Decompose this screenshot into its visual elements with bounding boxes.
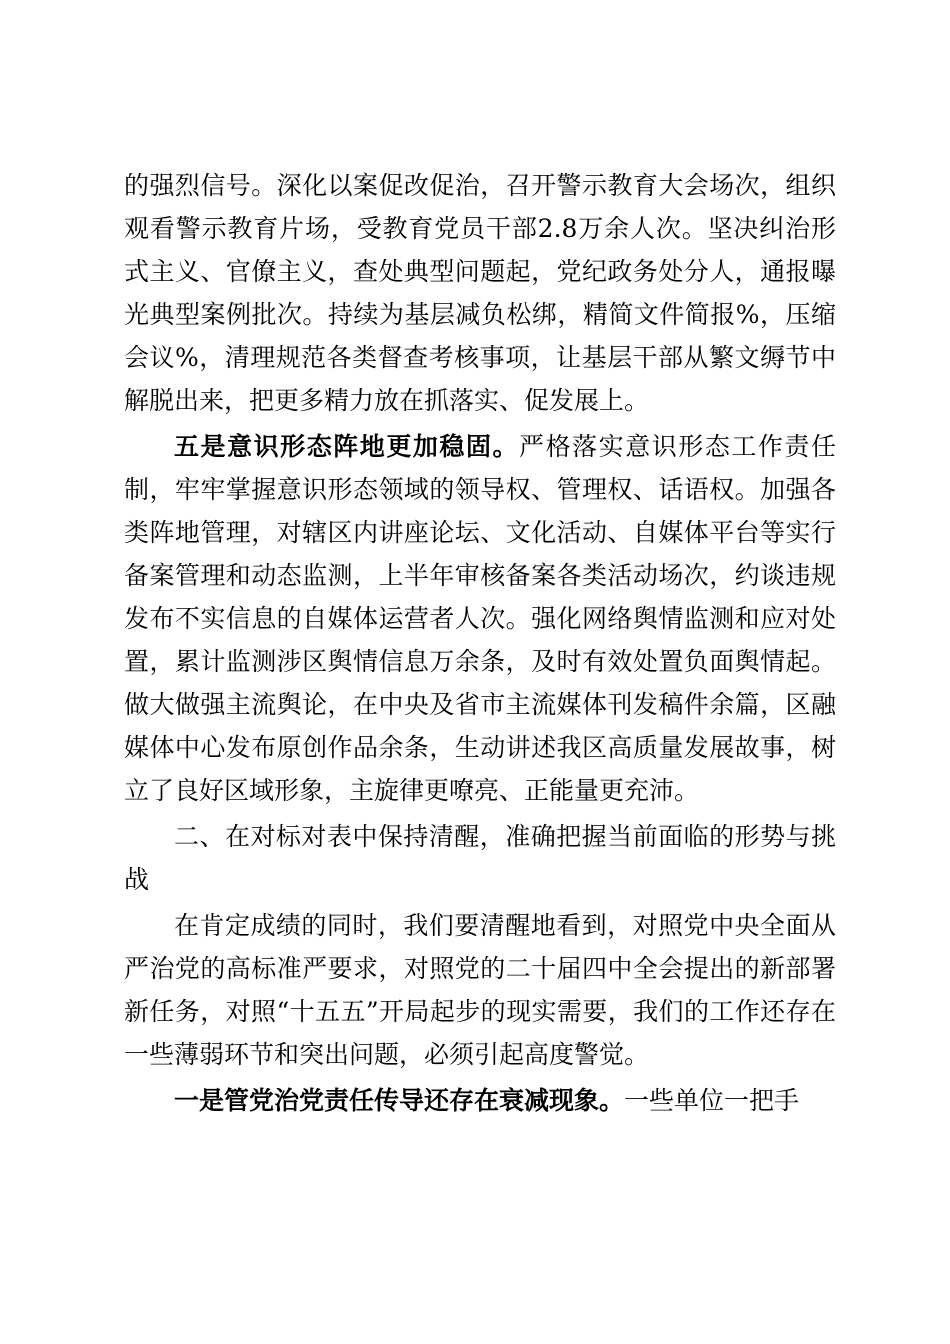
paragraph-text: 一些单位一把手	[624, 1086, 800, 1115]
paragraph-ideology-front	[124, 425, 836, 812]
paragraph-lead-heading: 一是管党治党责任传导还存在衰减现象。	[174, 1086, 625, 1115]
paragraph-continuation	[124, 164, 836, 422]
paragraph-intro-problems	[124, 904, 836, 1076]
paragraph-text: 的强烈信号。深化以案促改促治，召开警示教育大会场次，组织观看警示教育片场，受教育党员干部2.8万余人次。坚决纠治形式主义、官僚主义，查处典型问题起，党纪政务处分人，通报曝光典型案例批次。持续为基层减负松绑，精简文件简报%，压缩会议%，清理规范各类督查考核事项，让基层干部从繁文缛节中解脱出来，把更多精力放在抓落实、促发展上。	[124, 171, 836, 415]
section-heading-two	[124, 815, 836, 901]
paragraph-text: 在肯定成绩的同时，我们要清醒地看到，对照党中央全面从严治党的高标准严要求，对照党的二十届四中全会提出的新部署新任务，对照“十五五”开局起步的现实需要，我们的工作还存在一些薄弱环节和突出问题，必须引起高度警觉。	[124, 911, 836, 1069]
paragraph-text: 严格落实意识形态工作责任制，牢牢掌握意识形态领域的领导权、管理权、话语权。加强各类阵地管理，对辖区内讲座论坛、文化活动、自媒体平台等实行备案管理和动态监测，上半年审核备案各类活动场次，约谈违规发布不实信息的自媒体运营者人次。强化网络舆情监测和应对处置，累计监测涉区舆情信息万余条，及时有效处置负面舆情起。做大做强主流舆论，在中央及省市主流媒体刊发稿件余篇，区融媒体中心发布原创作品余条，生动讲述我区高质量发展故事，树立了良好区域形象，主旋律更嘹亮、正能量更充沛。	[124, 432, 836, 805]
section-heading-text: 二、在对标对表中保持清醒，准确把握当前面临的形势与挑战	[124, 822, 836, 894]
document-body	[124, 164, 836, 1122]
paragraph-lead-heading: 五是意识形态阵地更加稳固。	[174, 432, 520, 461]
paragraph-responsibility-issue	[124, 1079, 836, 1122]
